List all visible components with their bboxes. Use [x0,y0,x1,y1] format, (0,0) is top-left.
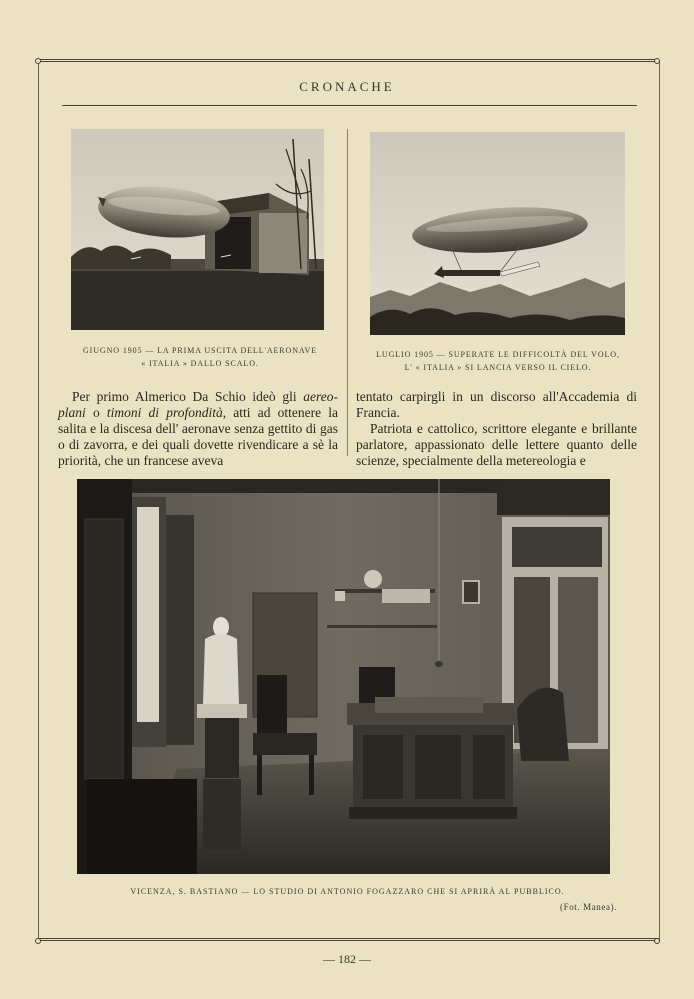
photo-study-room [77,479,610,874]
photo-airship-flight [370,132,625,335]
page-number: — 182 — [323,952,371,966]
photo-credit: (Fot. Manea). [560,902,618,912]
photo-caption: GIUGNO 1905 — LA PRIMA USCITA DELL'AERONAVE « ITALIA » DALLO SCALO. [82,346,318,368]
article-column-left [58,389,338,469]
article-column-right [356,389,637,469]
corner-ornament [35,58,41,64]
header-rule [62,105,637,106]
bottom-border [38,938,659,941]
section-title: CRONACHE [299,79,395,94]
corner-ornament [35,938,41,944]
photo-airship-hangar [71,129,324,330]
top-border [38,59,659,62]
article-paragraph: tentato carpirgli in un discorso all'Accademia di Francia. [356,389,637,420]
main-photo-caption: VICENZA, S. BASTIANO — LO STUDIO DI ANTONIO FOGAZZARO CHE SI APRIRÀ AL PUBBLICO. [130,887,565,896]
photo-caption: LUGLIO 1905 — SUPERATE LE DIFFICOLTÀ DEL VOLO, L' « ITALIA » SI LANCIA VERSO IL CIELO. [376,350,620,372]
column-divider [347,129,348,456]
article-paragraph: Patriota e cattolico, scrittore elegante e brillante parlatore, appassionato delle lettere quanto delle scienze, specialmente della metereologia e [356,421,637,468]
article-paragraph: Per primo Almerico Da Schio ideò gli aereo-plani o timoni di profondità, atti ad ottenere la salita e la discesa dell' aeronave senza gettito di gas o di zavorra, e dei quali dovette rivendicare a sè la priorità, che un francese aveva [58,389,339,468]
corner-ornament [654,58,660,64]
corner-ornament [654,938,660,944]
